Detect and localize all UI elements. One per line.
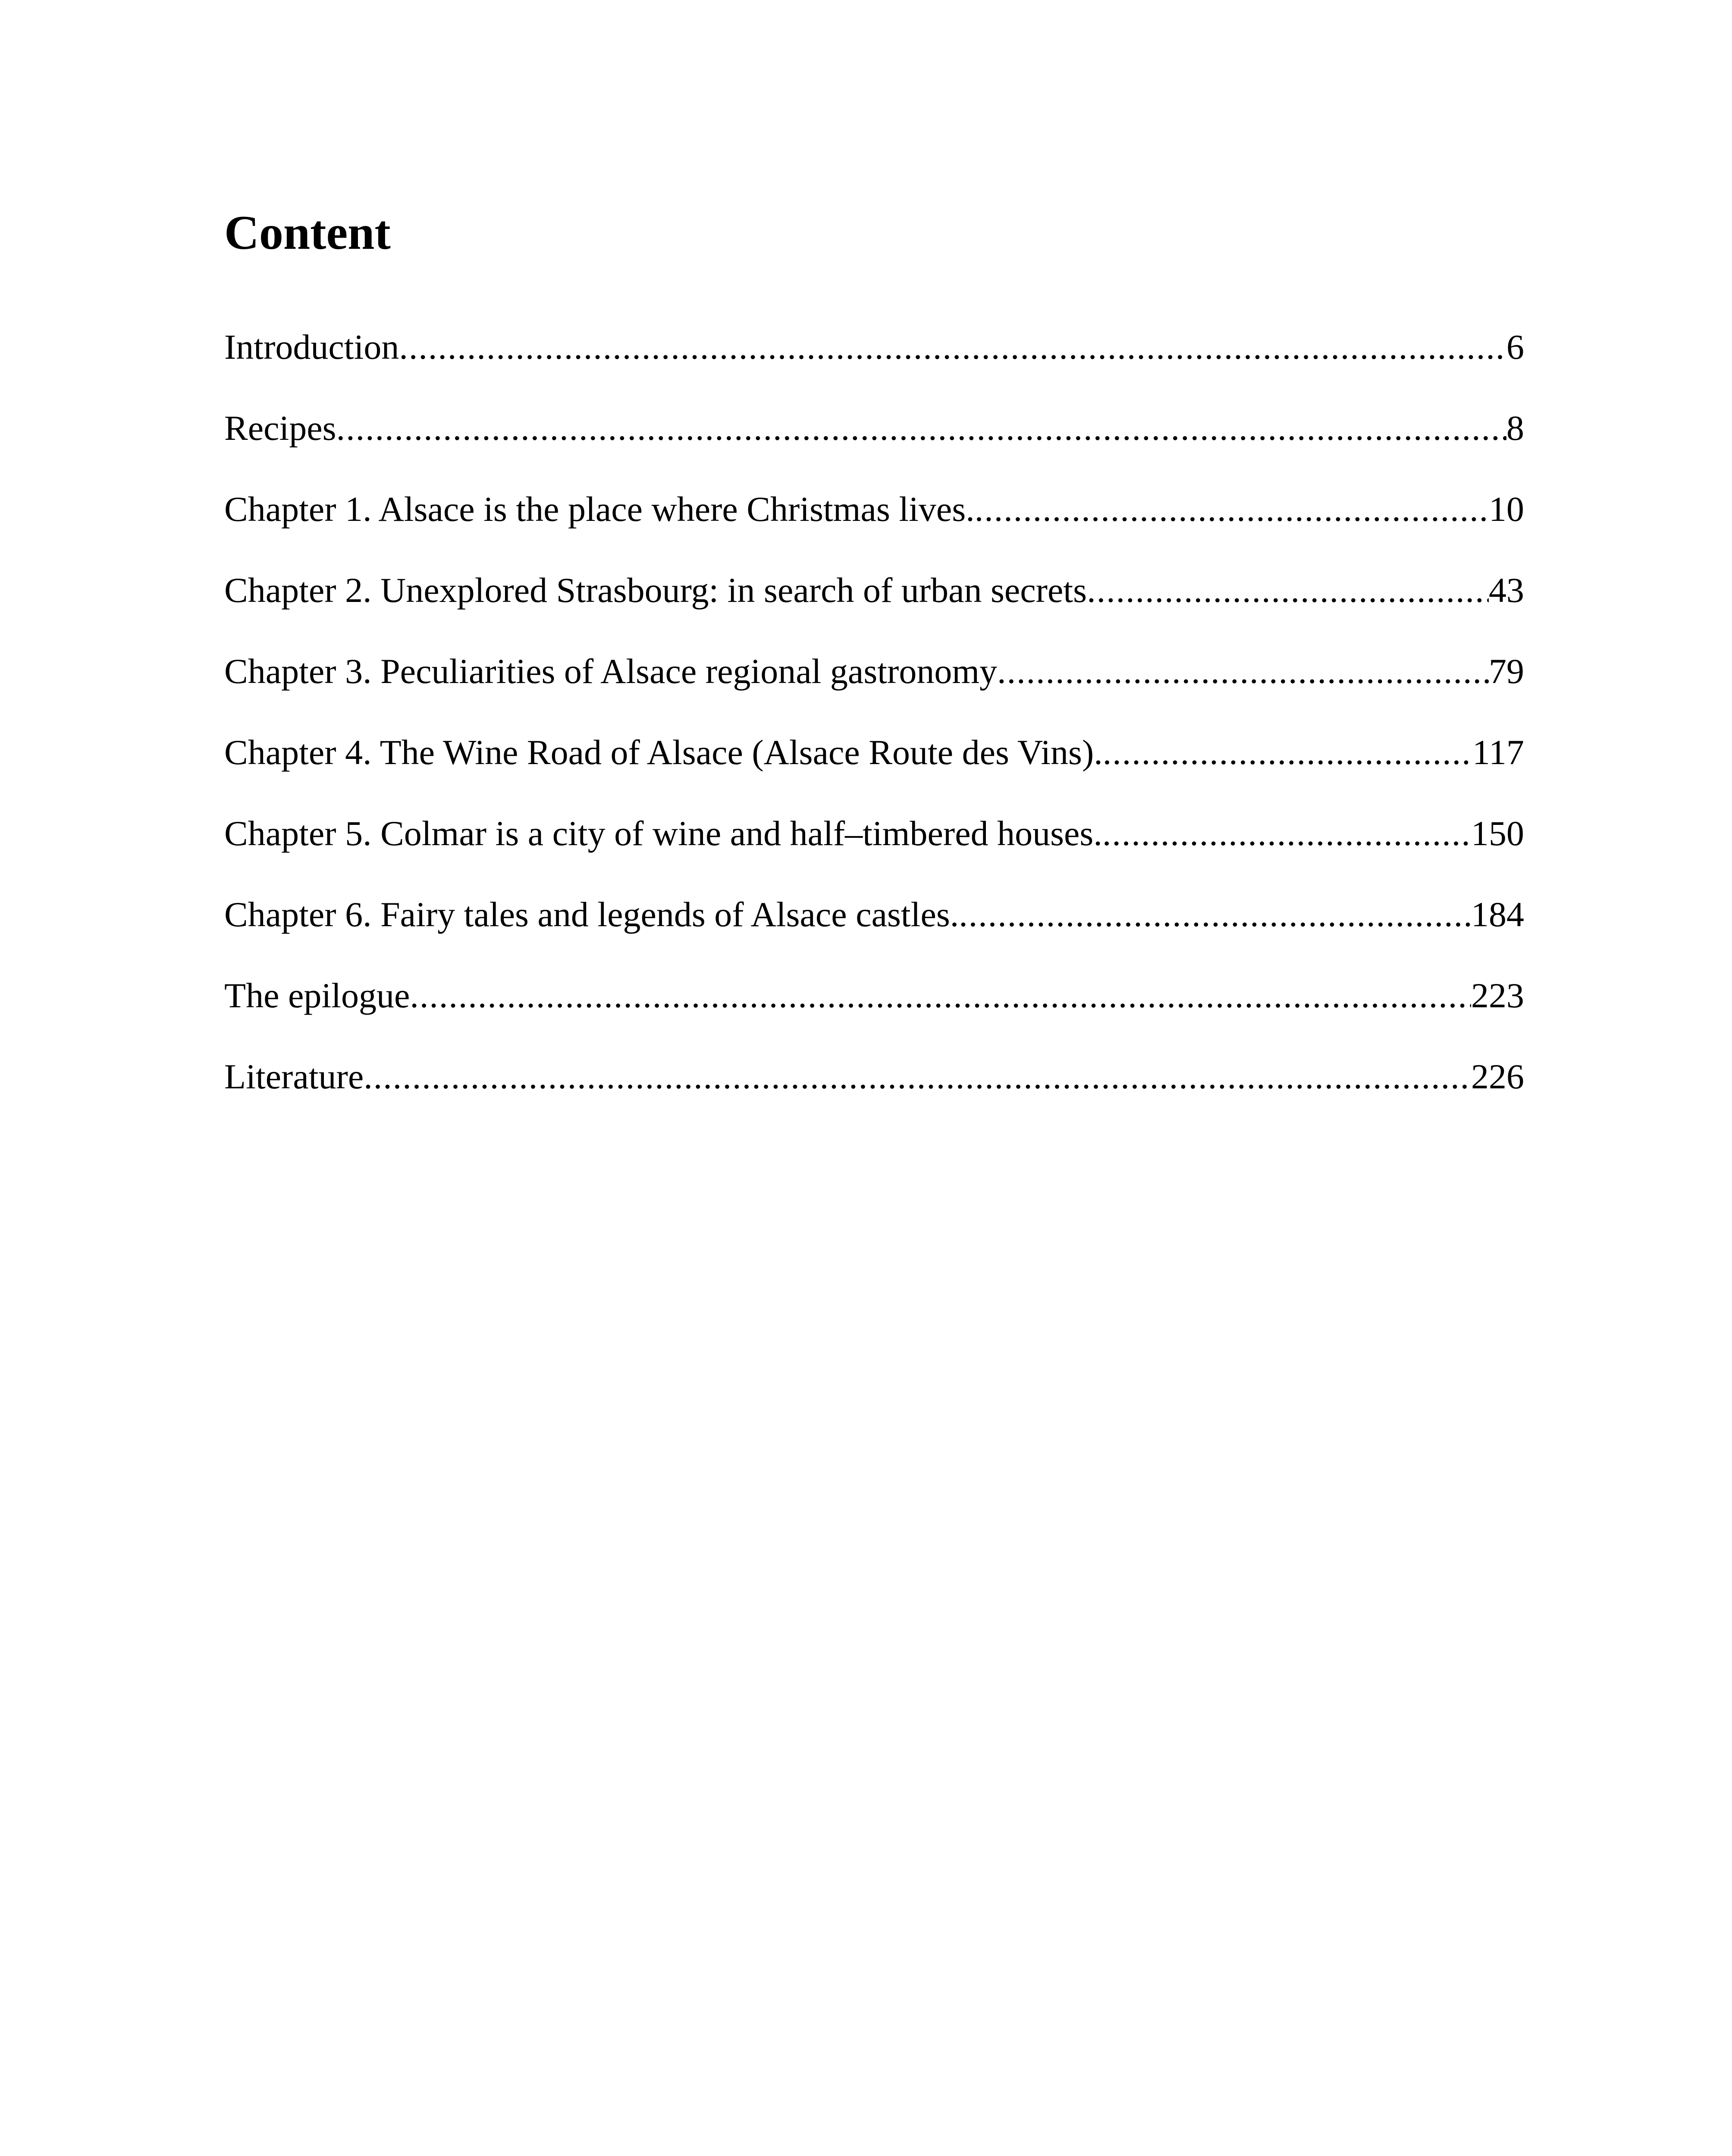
dot-leader [410,972,1471,1019]
dot-leader [1102,810,1471,857]
toc-entry-page-number: 10 [1489,489,1524,529]
toc-entry-title: Chapter 6. Fairy tales and legends of Alsace castles. [224,895,959,934]
toc-entry-title: Chapter 2. Unexplored Strasbourg: in search of urban secrets [224,570,1087,610]
toc-entry-chapter-3 [224,648,1524,729]
dot-leader [997,648,1489,695]
toc-entry-title: Literature [224,1057,364,1096]
dot-leader [959,891,1471,938]
dot-leader [1103,729,1472,776]
toc-entry-chapter-1 [224,486,1524,567]
toc-entry-literature [224,1053,1524,1134]
dot-leader [364,1053,1471,1100]
toc-entry-title: Chapter 4. The Wine Road of Alsace (Alsace Route des Vins). [224,733,1103,772]
toc-entry-page-number: 184 [1471,895,1524,934]
dot-leader [336,404,1506,452]
toc-entry-title: The epilogue [224,976,410,1015]
toc-entry-chapter-5 [224,810,1524,891]
toc-entry-title: Chapter 1. Alsace is the place where Christmas lives. [224,489,975,529]
toc-entry-page-number: 79 [1489,652,1524,691]
toc-entry-recipes [224,404,1524,486]
toc-entry-title: Chapter 5. Colmar is a city of wine and half–timbered houses. [224,814,1102,853]
dot-leader [399,323,1506,371]
dot-leader [975,486,1489,533]
page-title: Content [224,206,391,260]
toc-entry-page-number: 8 [1506,408,1524,448]
toc-entry-title: Introduction [224,327,399,367]
dot-leader [1087,567,1489,614]
toc-entry-introduction [224,323,1524,404]
toc-entry-page-number: 226 [1471,1057,1524,1096]
toc-entry-chapter-6 [224,891,1524,972]
toc-entry-title: Recipes [224,408,336,448]
table-of-contents [224,323,1524,1134]
toc-entry-page-number: 150 [1471,814,1524,853]
toc-entry-chapter-2 [224,567,1524,648]
toc-entry-page-number: 6 [1506,327,1524,367]
toc-entry-page-number: 223 [1471,976,1524,1015]
toc-entry-epilogue [224,972,1524,1053]
toc-entry-chapter-4 [224,729,1524,810]
toc-entry-page-number: 117 [1472,733,1524,772]
toc-entry-title: Chapter 3. Peculiarities of Alsace regional gastronomy [224,652,998,691]
toc-entry-page-number: 43 [1489,570,1524,610]
